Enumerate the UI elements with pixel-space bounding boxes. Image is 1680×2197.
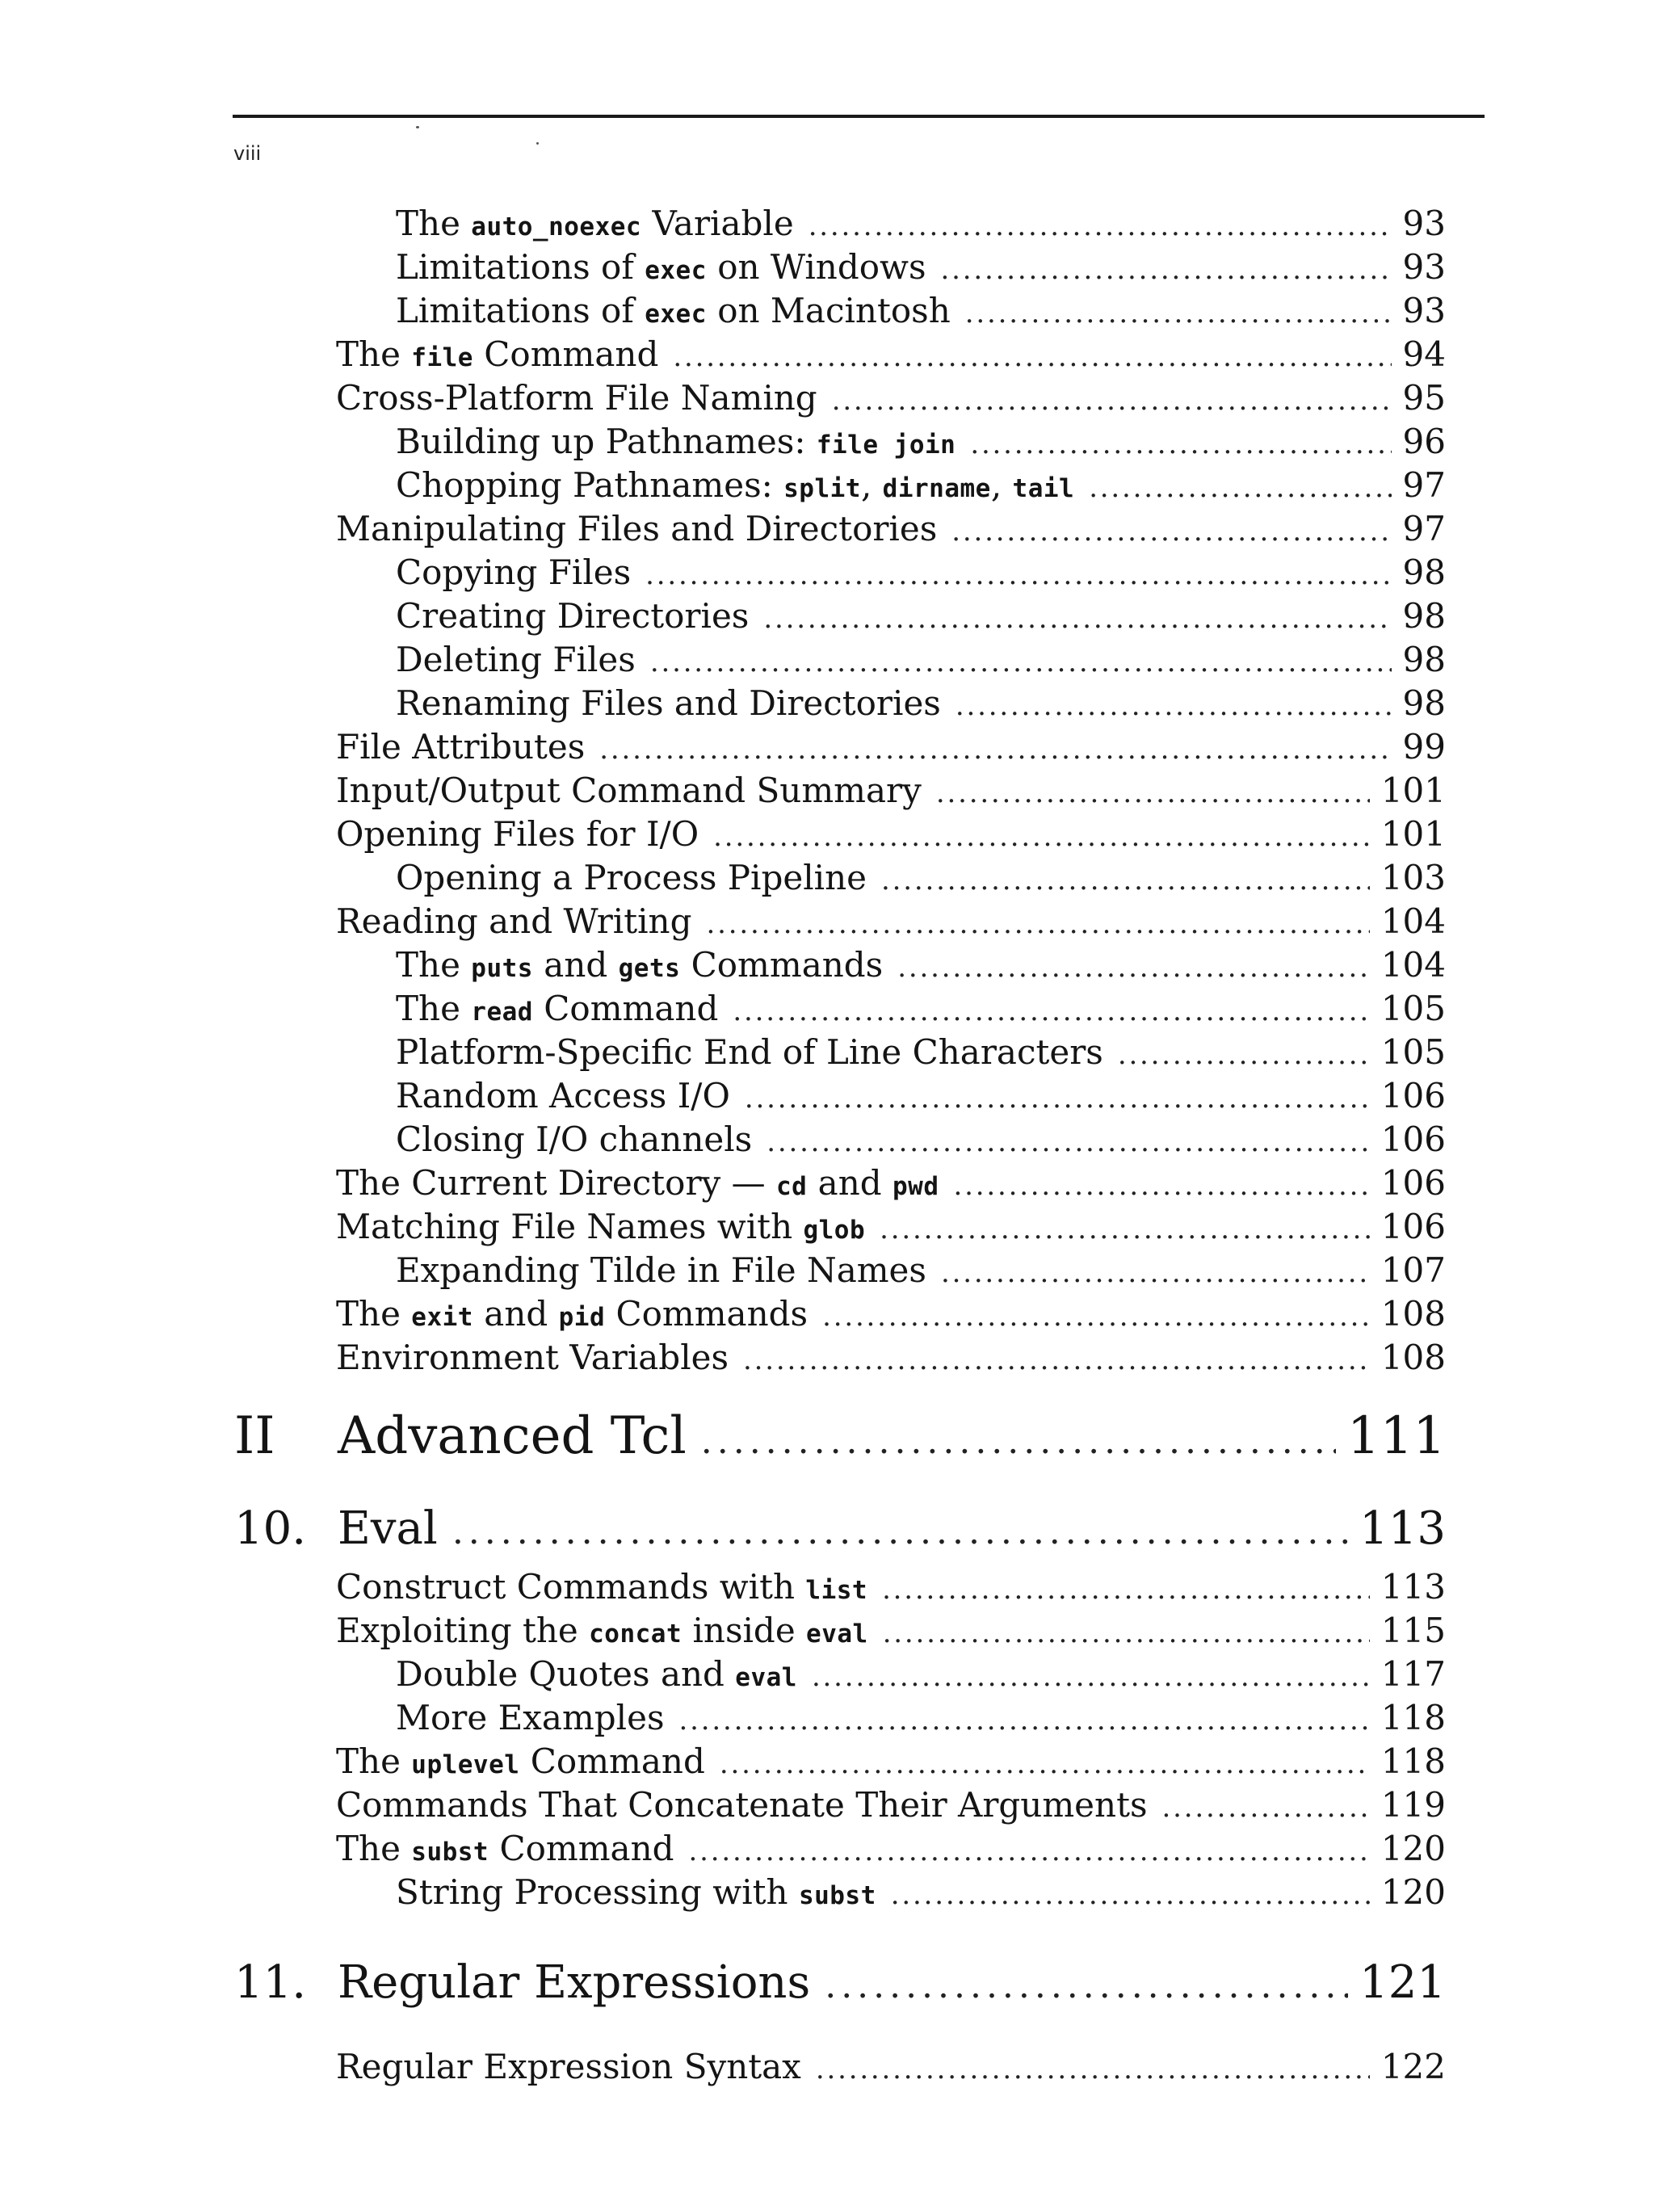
toc-entry[interactable] — [396, 1118, 1446, 1164]
code-term: gets — [618, 954, 681, 983]
dot-leader — [1089, 466, 1391, 510]
part-number: II — [234, 1406, 275, 1466]
title-text: Copying Files — [396, 552, 632, 592]
title-text: Commands — [605, 1294, 808, 1334]
title-text: Advanced Tcl — [338, 1406, 687, 1466]
code-term: file join — [816, 431, 956, 460]
dot-leader — [707, 902, 1370, 946]
dot-leader — [965, 292, 1392, 335]
title-text: The Current Directory — — [336, 1163, 776, 1203]
dot-leader — [701, 1409, 1336, 1474]
title-text: Commands That Concatenate Their Arguments — [336, 1785, 1148, 1825]
page-ref: 122 — [1380, 2047, 1446, 2086]
toc-title — [336, 1783, 1148, 1827]
toc-title — [396, 594, 749, 638]
code-term: list — [805, 1576, 868, 1605]
dot-leader — [941, 248, 1392, 292]
toc-title — [336, 1292, 808, 1339]
dot-leader — [897, 946, 1370, 989]
dot-leader — [951, 510, 1391, 553]
page-number: viii — [233, 142, 262, 165]
toc-entry[interactable] — [396, 594, 1446, 641]
dot-leader — [954, 1164, 1370, 1208]
toc-entry[interactable] — [336, 769, 1446, 815]
toc-entry[interactable] — [396, 856, 1446, 902]
print-speck — [416, 126, 419, 128]
page-ref: 98 — [1402, 552, 1446, 592]
code-term: dirname — [882, 474, 991, 503]
toc-title — [336, 813, 699, 856]
title-text: Regular Expressions — [338, 1956, 811, 2009]
code-term: read — [471, 998, 533, 1027]
toc-entry[interactable] — [336, 1292, 1446, 1339]
page-ref: 106 — [1380, 1163, 1446, 1203]
dot-leader — [743, 1338, 1370, 1382]
dot-leader — [970, 422, 1391, 466]
code-term: file — [411, 343, 473, 372]
title-text: The — [336, 334, 412, 374]
title-text: Closing I/O channels — [396, 1120, 753, 1159]
toc-entry[interactable] — [396, 202, 1446, 249]
toc-title — [396, 856, 867, 900]
title-text: Renaming Files and Directories — [396, 683, 941, 723]
toc-title — [396, 987, 718, 1034]
title-text: Matching File Names with — [336, 1207, 804, 1246]
code-term: exit — [411, 1303, 473, 1332]
title-text: The — [396, 945, 472, 985]
toc-title — [336, 1205, 865, 1252]
print-speck — [536, 142, 539, 145]
page-ref: 106 — [1380, 1120, 1446, 1159]
toc-title — [396, 551, 631, 594]
dot-leader — [882, 1568, 1370, 1611]
toc-entry[interactable] — [336, 1336, 1446, 1382]
page-ref: 108 — [1380, 1294, 1446, 1334]
toc-title — [336, 507, 937, 551]
page-ref: 99 — [1402, 727, 1446, 767]
dot-leader — [713, 815, 1370, 859]
title-text: Input/Output Command Summary — [336, 771, 922, 810]
page-ref: 118 — [1380, 1698, 1446, 1737]
toc-entry[interactable] — [336, 1565, 1446, 1612]
chapter-number: 10. — [234, 1502, 307, 1555]
page-ref: 121 — [1359, 1956, 1446, 2009]
page-ref: 95 — [1402, 378, 1446, 418]
toc-title — [396, 1074, 730, 1118]
page-ref: 101 — [1380, 771, 1446, 810]
code-term: tail — [1012, 474, 1075, 503]
code-term: pwd — [892, 1172, 939, 1201]
toc-title — [396, 202, 794, 249]
page-ref: 111 — [1346, 1406, 1446, 1466]
dot-leader — [891, 1873, 1370, 1917]
dot-leader — [880, 1208, 1370, 1251]
dot-leader — [822, 1295, 1370, 1338]
page-ref: 93 — [1402, 291, 1446, 330]
page-ref: 104 — [1380, 901, 1446, 941]
code-term: exec — [645, 256, 707, 285]
dot-leader — [679, 1699, 1370, 1742]
page-ref: 113 — [1380, 1567, 1446, 1607]
toc-title — [336, 725, 585, 769]
dot-leader — [689, 1829, 1370, 1873]
title-text: String Processing with — [396, 1872, 799, 1912]
dot-leader — [452, 1504, 1348, 1561]
toc-entry[interactable] — [336, 2045, 1446, 2091]
page-ref: 119 — [1380, 1785, 1446, 1825]
page-ref: 118 — [1380, 1741, 1446, 1781]
title-text: Building up Pathnames: — [396, 422, 817, 461]
dot-leader — [599, 728, 1391, 771]
toc-entry[interactable] — [396, 638, 1446, 684]
title-text: Limitations of — [396, 291, 645, 330]
toc-chapter[interactable] — [234, 1501, 1446, 1561]
page-ref: 107 — [1380, 1250, 1446, 1290]
toc-entry[interactable] — [396, 1074, 1446, 1120]
toc-title — [396, 1696, 665, 1740]
toc-title — [396, 638, 636, 682]
code-term: subst — [798, 1881, 876, 1910]
title-text: Commands — [680, 945, 884, 985]
toc-entry[interactable] — [396, 1653, 1446, 1699]
page-ref: 108 — [1380, 1338, 1446, 1377]
toc-title — [396, 464, 1074, 510]
toc-entry[interactable] — [336, 1783, 1446, 1829]
title-text: Exploiting the — [336, 1611, 590, 1650]
toc-entry[interactable] — [396, 464, 1446, 510]
toc-title — [396, 246, 926, 292]
toc-entry[interactable] — [336, 1827, 1446, 1874]
page-ref: 94 — [1402, 334, 1446, 374]
page-ref: 120 — [1380, 1829, 1446, 1868]
dot-leader — [816, 2048, 1370, 2091]
dot-leader — [645, 553, 1391, 597]
dot-leader — [832, 379, 1392, 422]
page-ref: 101 — [1380, 814, 1446, 854]
title-text: and — [532, 945, 619, 985]
toc-chapter[interactable] — [234, 1955, 1446, 2014]
title-text: Variable — [641, 204, 794, 243]
toc-title — [338, 1404, 687, 1468]
page-ref: 97 — [1402, 465, 1446, 505]
toc-title — [336, 2045, 801, 2089]
toc-entry[interactable] — [396, 1871, 1446, 1918]
title-text: Double Quotes and — [396, 1654, 736, 1694]
title-text: Opening a Process Pipeline — [396, 858, 867, 897]
dot-leader — [733, 989, 1369, 1033]
toc-title — [336, 1609, 868, 1656]
toc-entry[interactable] — [336, 507, 1446, 553]
title-text: Regular Expression Syntax — [336, 2047, 801, 2086]
toc-entry[interactable] — [336, 725, 1446, 771]
toc-title — [336, 1740, 705, 1787]
page-ref: 93 — [1402, 204, 1446, 243]
chapter-number: 11. — [234, 1956, 307, 2009]
dot-leader — [720, 1742, 1370, 1786]
code-term: puts — [471, 954, 533, 983]
page-ref: 98 — [1402, 596, 1446, 636]
dot-leader — [1162, 1786, 1370, 1829]
dot-leader — [745, 1077, 1370, 1120]
title-text: Reading and Writing — [336, 901, 692, 941]
toc-entry[interactable] — [396, 1249, 1446, 1295]
title-text: and — [472, 1294, 559, 1334]
toc-entry[interactable] — [396, 1031, 1446, 1077]
title-text: on Windows — [706, 247, 926, 287]
page-ref: 96 — [1402, 422, 1446, 461]
toc-title — [396, 682, 941, 725]
title-text: Command — [472, 334, 659, 374]
toc-entry[interactable] — [336, 813, 1446, 859]
dot-leader — [936, 771, 1370, 815]
code-term: cd — [775, 1172, 808, 1201]
code-term: uplevel — [411, 1750, 520, 1779]
page-ref: 98 — [1402, 640, 1446, 679]
dot-leader — [673, 335, 1391, 379]
code-term: eval — [735, 1663, 797, 1692]
page-ref: 105 — [1380, 1032, 1446, 1072]
title-text: Deleting Files — [396, 640, 636, 679]
dot-leader — [883, 1611, 1370, 1655]
toc-entry[interactable] — [336, 1205, 1446, 1252]
page-ref: 113 — [1359, 1502, 1446, 1555]
title-text: Chopping Pathnames: — [396, 465, 784, 505]
code-term: concat — [589, 1619, 682, 1649]
toc-title — [338, 1501, 438, 1557]
toc-title — [338, 1955, 810, 2011]
title-text: and — [807, 1163, 892, 1203]
title-text: The — [396, 204, 472, 243]
toc-title — [396, 420, 956, 467]
toc-entry[interactable] — [396, 1696, 1446, 1742]
toc-entry[interactable] — [396, 246, 1446, 292]
title-text: Opening Files for I/O — [336, 814, 699, 854]
title-text: Platform-Specific End of Line Characters — [396, 1032, 1103, 1072]
code-term: eval — [806, 1619, 868, 1649]
dot-leader — [941, 1251, 1370, 1295]
toc-title — [336, 769, 922, 813]
title-text: Creating Directories — [396, 596, 750, 636]
title-text: The — [336, 1741, 412, 1781]
dot-leader — [1118, 1033, 1370, 1077]
page-ref: 98 — [1402, 683, 1446, 723]
toc-title — [336, 333, 658, 380]
toc-title — [336, 1162, 939, 1208]
title-text: More Examples — [396, 1698, 665, 1737]
title-text: , — [990, 465, 1013, 505]
toc-title — [336, 1565, 867, 1612]
title-text: The — [396, 989, 472, 1028]
toc-entry[interactable] — [336, 1162, 1446, 1208]
code-term: subst — [411, 1838, 489, 1867]
toc-title — [396, 1249, 926, 1292]
title-text: Random Access I/O — [396, 1076, 730, 1115]
code-term: pid — [558, 1303, 606, 1332]
title-text: Construct Commands with — [336, 1567, 806, 1607]
title-text: Eval — [338, 1502, 438, 1555]
code-term: exec — [645, 300, 707, 329]
title-text: Command — [489, 1829, 674, 1868]
toc-part[interactable] — [234, 1404, 1446, 1474]
toc-entry[interactable] — [396, 682, 1446, 728]
dot-leader — [956, 684, 1392, 728]
code-term: auto_noexec — [471, 212, 642, 242]
toc-title — [336, 1827, 674, 1874]
page-ref: 115 — [1380, 1611, 1446, 1650]
toc-entry[interactable] — [336, 1740, 1446, 1787]
toc-title — [396, 289, 951, 336]
page-ref: 105 — [1380, 989, 1446, 1028]
header-rule — [233, 115, 1485, 118]
dot-leader — [881, 859, 1370, 902]
dot-leader — [763, 597, 1391, 641]
page-ref: 103 — [1380, 858, 1446, 897]
toc-title — [396, 943, 883, 990]
page-ref: 106 — [1380, 1076, 1446, 1115]
title-text: inside — [682, 1611, 807, 1650]
title-text: Command — [519, 1741, 705, 1781]
page-ref: 97 — [1402, 509, 1446, 548]
dot-leader — [808, 204, 1392, 248]
title-text: File Attributes — [336, 727, 586, 767]
dot-leader — [766, 1120, 1370, 1164]
title-text: Limitations of — [396, 247, 645, 287]
dot-leader — [812, 1655, 1370, 1699]
toc-title — [396, 1031, 1103, 1074]
toc-entry[interactable] — [336, 1609, 1446, 1656]
title-text: The — [336, 1829, 412, 1868]
title-text: Manipulating Files and Directories — [336, 509, 938, 548]
toc-entry[interactable] — [396, 987, 1446, 1034]
title-text: The — [336, 1294, 412, 1334]
dot-leader — [650, 641, 1392, 684]
toc-title — [336, 1336, 729, 1380]
title-text: Expanding Tilde in File Names — [396, 1250, 926, 1290]
title-text: Cross-Platform File Naming — [336, 378, 817, 418]
code-term: split — [783, 474, 861, 503]
toc-title — [396, 1118, 752, 1162]
toc-entry[interactable] — [396, 289, 1446, 336]
toc-entry[interactable] — [396, 551, 1446, 597]
page-ref: 120 — [1380, 1872, 1446, 1912]
page-ref: 106 — [1380, 1207, 1446, 1246]
toc-entry[interactable] — [336, 333, 1446, 380]
toc-entry[interactable] — [396, 420, 1446, 467]
dot-leader — [825, 1958, 1348, 2014]
toc-title — [396, 1653, 797, 1699]
page-ref: 117 — [1380, 1654, 1446, 1694]
toc-entry[interactable] — [336, 376, 1446, 422]
page-ref: 104 — [1380, 945, 1446, 985]
toc-title — [336, 900, 692, 943]
toc-entry[interactable] — [396, 943, 1446, 990]
code-term: glob — [803, 1216, 866, 1245]
toc-title — [396, 1871, 876, 1918]
title-text: Command — [532, 989, 719, 1028]
toc-title — [336, 376, 817, 420]
title-text: Environment Variables — [336, 1338, 729, 1377]
title-text: , — [860, 465, 883, 505]
title-text: on Macintosh — [706, 291, 951, 330]
toc-entry[interactable] — [336, 900, 1446, 946]
page-ref: 93 — [1402, 247, 1446, 287]
